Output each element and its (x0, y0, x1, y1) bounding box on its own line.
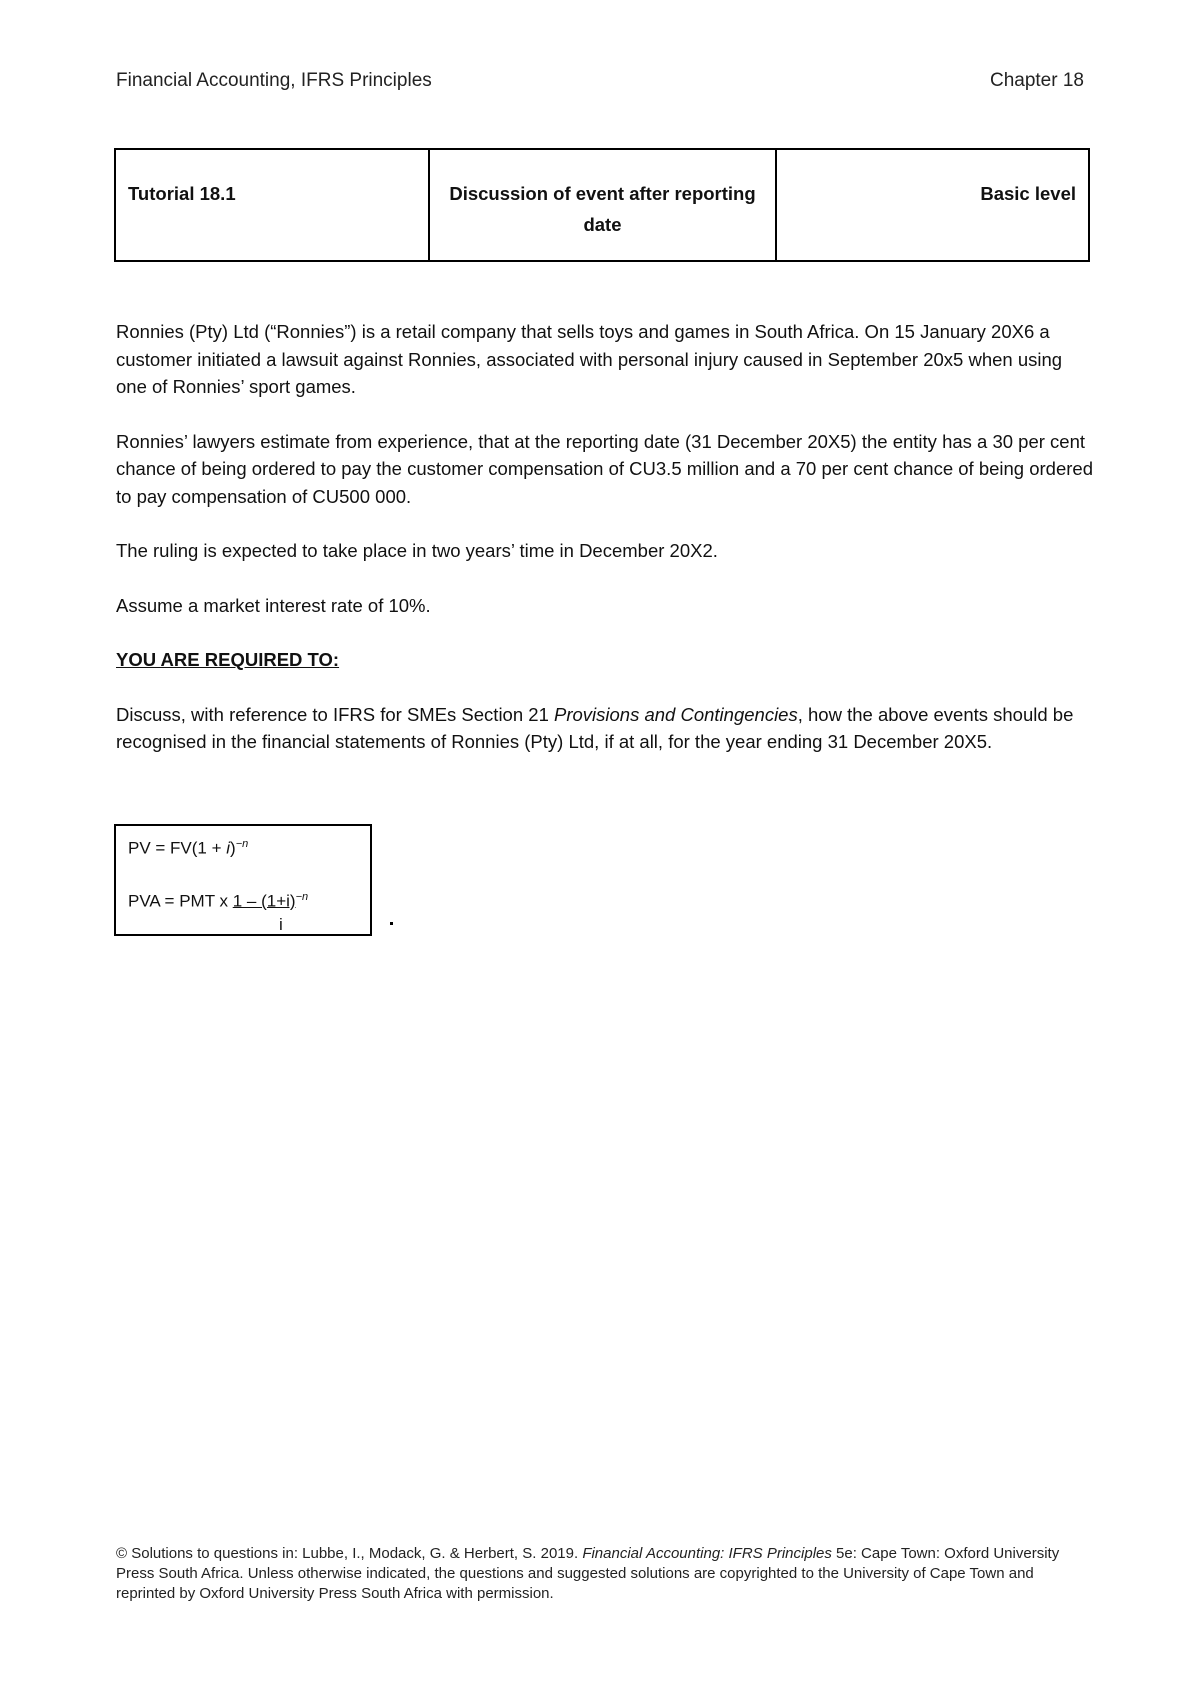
book-title: Financial Accounting, IFRS Principles (116, 70, 432, 91)
paragraph-interest: Assume a market interest rate of 10%. (116, 594, 431, 616)
requirement-text (116, 701, 1096, 756)
tutorial-level-cell: Basic level (980, 183, 1076, 204)
tutorial-table (114, 148, 1090, 262)
tutorial-topic-cell: Discussion of event after reporting date (430, 150, 777, 260)
pva-formula-denominator: i (279, 915, 283, 935)
copyright-footer (116, 1544, 1086, 1604)
page-header (116, 70, 1084, 92)
question-body (116, 318, 1096, 783)
requirement-section-title: Provisions and Contingencies (554, 703, 798, 725)
pva-formula-label: PVA = PMT x (128, 891, 233, 911)
paragraph-estimate: Ronnies’ lawyers estimate from experience, that at the reporting date (31 December 20X5) the entity has a 30 per cent chance of being ordered to pay the customer compensation of CU3.5 million and a 70 per cent chance of being ordered to pay compensation of CU500 000. (116, 430, 1093, 507)
paragraph-ruling: The ruling is expected to take place in two years’ time in December 20X2. (116, 540, 718, 561)
pv-formula-label: PV = FV(1 + (128, 838, 227, 858)
paragraph-scenario: Ronnies (Pty) Ltd (“Ronnies”) is a retail company that sells toys and games in South Africa. On 15 January 20X6 a customer initiated a lawsuit against Ronnies, associated with personal injury caused in September 20x5 when using one of Ronnies’ sport games. (116, 321, 1063, 397)
pv-formula-close: ) (230, 838, 236, 858)
requirement-text-start: Discuss, with reference to IFRS for SMEs Section 21 (116, 703, 554, 725)
pva-formula-exponent: −n (295, 890, 309, 903)
required-heading: YOU ARE REQUIRED TO: (116, 649, 340, 670)
pva-formula (128, 885, 358, 914)
footer-book-title: Financial Accounting: IFRS Principles (582, 1545, 832, 1562)
formula-box (114, 824, 372, 936)
tutorial-number-cell: Tutorial 18.1 (116, 150, 430, 260)
footer-text-end: 5e: Cape Town: Oxford University Press South Africa. Unless otherwise indicated, the questions and suggested solutions are copyrighted to the University of Cape Town and reprinted by Oxford University Press South Africa with permission. (116, 1545, 1060, 1602)
stray-dot (390, 922, 393, 925)
footer-text-start: © Solutions to questions in: Lubbe, I., Modack, G. & Herbert, S. 2019. (116, 1545, 583, 1562)
pv-formula (128, 832, 358, 861)
pva-formula-numerator: 1 – (1+i) (232, 891, 296, 911)
pv-formula-exponent: −n (235, 838, 249, 850)
chapter-label: Chapter 18 (989, 70, 1084, 91)
requirement-text-end: , how the above events should be recognised in the financial statements of Ronnies (Pty) Ltd, if at all, for the year ending 31 December 20X5. (116, 703, 1074, 752)
pv-formula-rate: i (226, 838, 231, 858)
